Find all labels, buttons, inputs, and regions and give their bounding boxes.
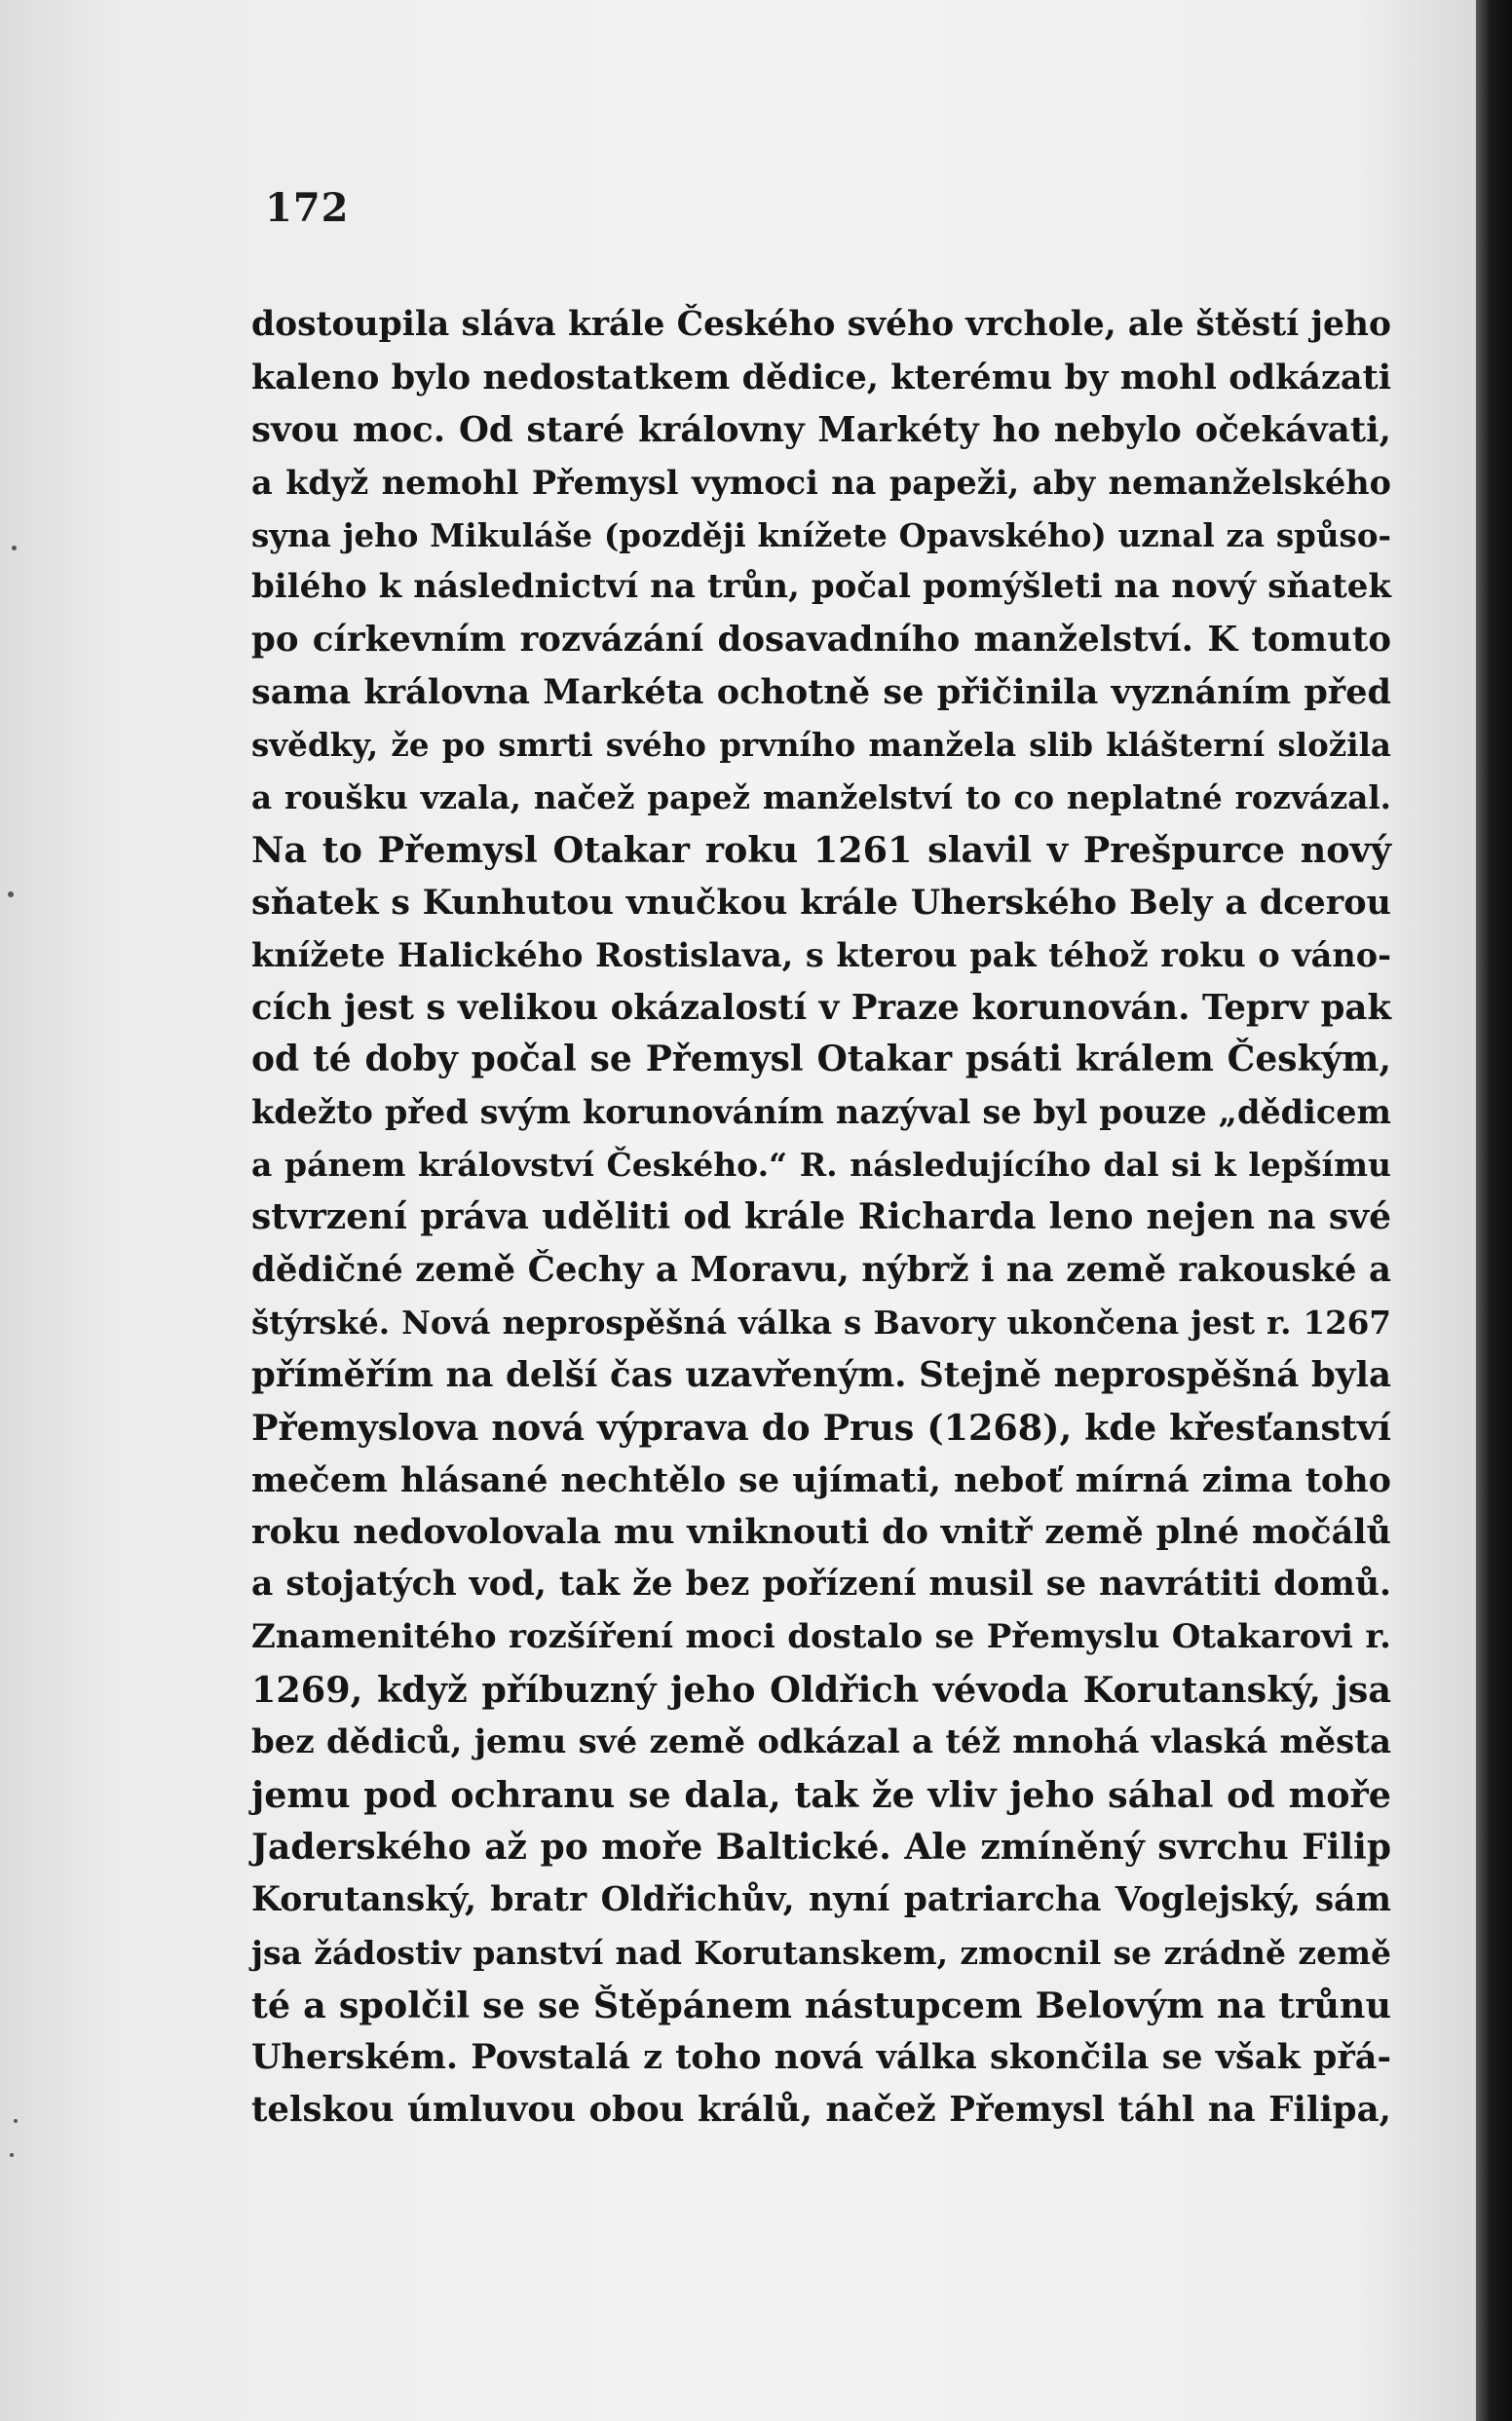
- text-line: syna jeho Mikuláše (později knížete Opavského) uznal za spůso-: [251, 515, 1391, 554]
- scan-speck: [12, 546, 17, 550]
- scan-speck: [10, 2153, 14, 2157]
- text-line: bez dědiců, jemu své země odkázal a též mnohá vlaská města: [251, 1722, 1391, 1762]
- body-text: [251, 299, 1391, 2137]
- text-line: té a spolčil se se Štěpánem nástupcem Belovým na trůnu: [251, 1984, 1391, 2026]
- text-line: a stojatých vod, tak že bez pořízení musil se navrátiti domů.: [251, 1565, 1391, 1605]
- text-line: Na to Přemysl Otakar roku 1261 slavil v Prešpurce nový: [251, 828, 1391, 871]
- text-line: jsa žádostiv panství nad Korutanskem, zmocnil se zrádně země: [251, 1933, 1391, 1972]
- text-line: cích jest s velikou okázalostí v Praze korunován. Teprv pak: [251, 987, 1391, 1028]
- text-line: svědky, že po smrti svého prvního manžela slib klášterní složila: [251, 726, 1391, 765]
- text-line: knížete Halického Rostislava, s kterou pak téhož roku o váno-: [251, 935, 1391, 974]
- text-line: kaleno bylo nedostatkem dědice, kterému by mohl odkázati: [251, 357, 1391, 397]
- text-line: dědičné země Čechy a Moravu, nýbrž i na země rakouské a: [251, 1250, 1391, 1291]
- text-line: Jaderského až po moře Baltické. Ale zmíněný svrchu Filip: [251, 1826, 1391, 1868]
- text-line: od té doby počal se Přemysl Otakar psáti králem Českým,: [251, 1039, 1391, 1080]
- text-line: roku nedovolovala mu vniknouti do vnitř země plné močálů: [251, 1512, 1391, 1553]
- scan-speck: [14, 2119, 18, 2123]
- text-line: a pánem království Českého.“ R. následujícího dal si k lepšímu: [251, 1146, 1391, 1185]
- text-line: Znamenitého rozšíření moci dostalo se Přemyslu Otakarovi r.: [251, 1617, 1391, 1657]
- text-line: stvrzení práva uděliti od krále Richarda leno nejen na své: [251, 1196, 1391, 1238]
- text-line: a roušku vzala, načež papež manželství to co neplatné rozvázal.: [251, 778, 1391, 817]
- text-line: příměřím na delší čas uzavřeným. Stejně neprospěšná byla: [251, 1354, 1391, 1395]
- text-line: jemu pod ochranu se dala, tak že vliv jeho sáhal od moře: [251, 1773, 1391, 1816]
- text-line: 1269, když příbuzný jeho Oldřich vévoda Korutanský, jsa: [251, 1669, 1391, 1712]
- text-line: Korutanský, bratr Oldřichův, nyní patriarcha Voglejský, sám: [251, 1879, 1391, 1919]
- page-number: 172: [265, 185, 350, 231]
- text-line: Uherském. Povstalá z toho nová válka skončila se však přá-: [251, 2037, 1391, 2078]
- text-line: po církevním rozvázání dosavadního manželství. K tomuto: [251, 620, 1391, 661]
- text-line: sňatek s Kunhutou vnučkou krále Uherského Bely a dcerou: [251, 882, 1391, 923]
- text-line: sama královna Markéta ochotně se přičinila vyznáním před: [251, 672, 1391, 713]
- scan-speck: [8, 891, 14, 897]
- text-line: dostoupila sláva krále Českého svého vrchole, ale štěstí jeho: [251, 305, 1391, 344]
- text-line: bilého k následnictví na trůn, počal pomýšleti na nový sňatek: [251, 567, 1391, 607]
- text-line: štýrské. Nová neprospěšná válka s Bavory ukončena jest r. 1267: [251, 1303, 1391, 1342]
- text-line: Přemyslova nová výprava do Prus (1268), kde křesťanství: [251, 1406, 1391, 1449]
- text-line: a když nemohl Přemysl vymoci na papeži, aby nemanželského: [251, 463, 1391, 502]
- text-line: svou moc. Od staré královny Markéty ho nebylo očekávati,: [251, 409, 1391, 450]
- text-line: mečem hlásané nechtělo se ujímati, neboť mírná zima toho: [251, 1459, 1391, 1500]
- text-line: kdežto před svým korunováním nazýval se byl pouze „dědicem: [251, 1093, 1391, 1132]
- scan-page-edge: [1476, 0, 1512, 2421]
- text-line: telskou úmluvou obou králů, načež Přemysl táhl na Filipa,: [251, 2090, 1391, 2131]
